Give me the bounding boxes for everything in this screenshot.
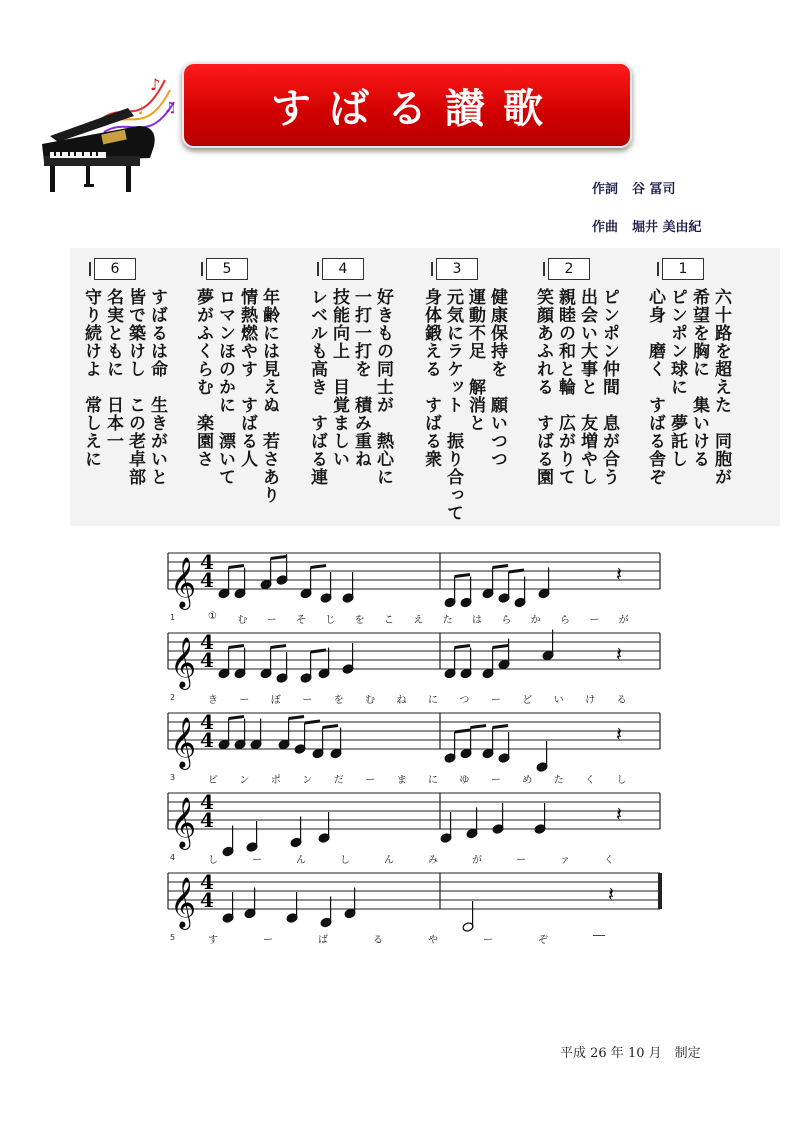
- credit-name: 谷 冨司: [632, 182, 676, 197]
- note: [330, 728, 342, 759]
- verse-line: 名実ともに 日本一: [103, 288, 123, 450]
- note: [246, 821, 258, 852]
- staff-row: [168, 855, 664, 951]
- staff-row-number: 4: [170, 853, 176, 862]
- lyric-syllable: え: [413, 615, 424, 626]
- lyric-syllable: ま: [396, 775, 407, 786]
- lyric-syllable: け: [585, 695, 596, 706]
- page-title: すばる讃歌: [271, 85, 561, 132]
- lyric-syllable: し: [340, 855, 350, 866]
- lyric-syllable: ね: [396, 695, 407, 706]
- note: [460, 648, 472, 679]
- credit-name: 堀井 美由紀: [632, 220, 702, 235]
- credit-role: 作詞: [592, 182, 619, 197]
- verse-line: 六十路を超えた 同胞が: [711, 288, 731, 486]
- time-signature: 4: [200, 630, 214, 654]
- staff-row-number: 5: [170, 933, 176, 942]
- staff-row-number: 3: [170, 773, 176, 782]
- grand-piano-icon: [30, 60, 190, 200]
- lyric-syllable: く: [604, 855, 614, 866]
- note: [286, 892, 298, 923]
- lyric-syllable: そ: [296, 615, 306, 626]
- verse-line: 元気にラケット 振り合って: [443, 288, 463, 522]
- note: [440, 812, 452, 843]
- staff-lines: [168, 535, 664, 615]
- note: [492, 803, 504, 834]
- note: [616, 642, 622, 666]
- lyric-syllable: し: [208, 855, 218, 866]
- lyric-syllable: た: [442, 615, 453, 626]
- note: [344, 888, 356, 919]
- verse-line: 健康保持を 願いつつ: [487, 288, 507, 468]
- note: [608, 882, 614, 906]
- lyric-syllable: ー: [589, 615, 600, 626]
- lyric-syllable: ポ: [270, 775, 281, 786]
- staff-lines: [168, 695, 664, 775]
- enactment-date: 平成 26 年 10 月 制定: [560, 1046, 701, 1061]
- time-signature: 4: [200, 888, 214, 912]
- lyric-syllable: を: [354, 615, 365, 626]
- verse-number: 2: [548, 258, 590, 280]
- note: [498, 732, 510, 763]
- lyric-syllable: ど: [522, 695, 533, 706]
- lyric-syllable: ー: [252, 855, 262, 866]
- verse-line: ピンポン球に 夢託し: [667, 288, 687, 468]
- treble-clef-icon: 𝄞: [170, 717, 197, 768]
- verse-line: 心身 磨く すばる舎ぞ: [645, 288, 665, 486]
- verse-line: 親睦の和と輪 広がりて: [555, 288, 575, 486]
- lyric-syllable: ぞ: [538, 935, 548, 946]
- lyric-syllable: く: [585, 775, 596, 786]
- lyric-syllable: か: [530, 615, 541, 626]
- svg-text:𝄽: 𝄽: [616, 722, 623, 746]
- note: [234, 719, 246, 750]
- time-signature: 4: [200, 710, 214, 734]
- lyric-syllable: め: [522, 775, 533, 786]
- staff-lines: [168, 615, 664, 695]
- lyric-syllable: は: [472, 615, 482, 626]
- lyric-syllable: み: [428, 855, 438, 866]
- note: [260, 557, 286, 590]
- verse-line: 一打一打を 積み重ね: [351, 288, 371, 468]
- verse-number: 4: [322, 258, 364, 280]
- verse-line: 身体鍛える すばる衆: [421, 288, 441, 468]
- note: [616, 722, 622, 746]
- lyric-syllable: じ: [325, 615, 336, 626]
- verse-number: 1: [662, 258, 704, 280]
- lyric-syllable: む: [365, 695, 376, 706]
- svg-text:𝄽: 𝄽: [616, 642, 623, 666]
- lyric-syllable: ピ: [208, 775, 218, 786]
- verse-line: 希望を胸に 集いける: [689, 288, 709, 468]
- treble-clef-icon: 𝄞: [170, 797, 197, 848]
- lyric-syllable: ー: [365, 775, 376, 786]
- verse-line: 出会い大事と 友増やし: [577, 288, 597, 486]
- lyric-syllable: ー: [483, 935, 493, 946]
- time-signature: 4: [200, 648, 214, 672]
- lyric-syllable: ン: [239, 775, 250, 786]
- note: [462, 901, 474, 932]
- lyric-syllable: き: [208, 695, 218, 706]
- note: [300, 650, 326, 683]
- lyric-syllable: る: [373, 935, 383, 946]
- verse-number: 3: [436, 258, 478, 280]
- lyric-syllable: ー: [490, 775, 501, 786]
- time-signature: 4: [200, 550, 214, 574]
- composer-credit: [592, 216, 702, 235]
- staff-row-number: 1: [170, 613, 176, 622]
- lyric-syllable: し: [616, 775, 627, 786]
- note: [466, 808, 478, 839]
- time-signature: 4: [200, 728, 214, 752]
- lyric-syllable: に: [428, 775, 438, 786]
- note: [498, 639, 510, 670]
- lyric-syllable: ー: [302, 695, 313, 706]
- note: [342, 572, 354, 603]
- verse-line: すばるは命 生きがいと: [147, 288, 167, 486]
- verse-line: 年齢には見えぬ 若さあり: [259, 288, 279, 504]
- note: [244, 888, 256, 919]
- lyric-syllable: ら: [560, 615, 570, 626]
- note: [320, 572, 332, 603]
- note: [444, 730, 470, 763]
- lyric-syllable: ん: [384, 855, 394, 866]
- lyric-syllable: ①: [208, 611, 217, 622]
- verse-line: ピンポン仲間 息が合う: [599, 288, 619, 486]
- lyric-syllable: す: [208, 935, 218, 946]
- lyric-syllable: ー: [516, 855, 526, 866]
- time-signature: 4: [200, 568, 214, 592]
- svg-text:♩: ♩: [138, 103, 144, 117]
- lyric-syllable: ン: [302, 775, 313, 786]
- note: [342, 643, 354, 674]
- time-signature: 4: [200, 870, 214, 894]
- verse-line: 運動不足 解消と: [465, 288, 485, 432]
- time-signature: 4: [200, 808, 214, 832]
- lyric-syllable: ァ: [560, 855, 570, 866]
- lyric-syllable: ──: [593, 931, 606, 942]
- verse-number: 6: [94, 258, 136, 280]
- note: [222, 892, 234, 923]
- lyric-syllable: む: [237, 615, 248, 626]
- lyric-syllable: ぼ: [270, 695, 281, 706]
- lyric-syllable: た: [553, 775, 564, 786]
- lyric-syllable: が: [618, 615, 629, 626]
- note: [542, 630, 554, 661]
- treble-clef-icon: 𝄞: [170, 637, 197, 688]
- lyric-syllable: こ: [384, 615, 394, 626]
- note: [534, 803, 546, 834]
- verse-line: 守り続けよ 常しえに: [81, 288, 101, 468]
- lyric-syllable: ん: [296, 855, 306, 866]
- note: [290, 817, 302, 848]
- lyric-syllable: が: [472, 855, 482, 866]
- staff-row-number: 2: [170, 693, 176, 702]
- note: [276, 652, 288, 683]
- staff-lines: [168, 775, 664, 855]
- verse-line: 笑顔あふれる すばる園: [533, 288, 553, 486]
- lyric-syllable: つ: [459, 695, 470, 706]
- note: [460, 577, 472, 608]
- lyricist-credit: [592, 178, 676, 197]
- lyric-syllable: ゆ: [459, 775, 470, 786]
- note: [234, 648, 246, 679]
- verse-line: 皆で築けし この老卓部: [125, 288, 145, 486]
- note: [536, 741, 548, 772]
- verse-line: ロマンほのかに 漂いて: [215, 288, 235, 486]
- note: [250, 719, 262, 750]
- treble-clef-icon: 𝄞: [170, 877, 197, 928]
- note: [234, 568, 246, 599]
- lyric-syllable: ら: [501, 615, 512, 626]
- note: [538, 568, 550, 599]
- lyric-syllable: だ: [333, 775, 344, 786]
- note: [222, 826, 234, 857]
- verse-line: 好きもの同士が 熱心に: [373, 288, 393, 486]
- note: [616, 562, 622, 586]
- treble-clef-icon: 𝄞: [170, 557, 197, 608]
- note: [300, 566, 326, 599]
- verse-line: 情熱燃やす すばる人: [237, 288, 257, 468]
- note: [616, 802, 622, 826]
- verse-line: 夢がふくらむ 楽園さ: [193, 288, 213, 468]
- note: [318, 812, 330, 843]
- lyrics-panel: [70, 248, 780, 526]
- svg-text:𝄽: 𝄽: [616, 562, 623, 586]
- verse-line: レベルも高き すばる連: [307, 288, 327, 486]
- credit-role: 作曲: [592, 220, 619, 235]
- note: [320, 897, 332, 928]
- time-signature: 4: [200, 790, 214, 814]
- verse-number: 5: [206, 258, 248, 280]
- lyric-syllable: る: [616, 695, 627, 706]
- svg-text:♫: ♫: [164, 100, 177, 116]
- lyric-syllable: い: [553, 695, 564, 706]
- lyric-syllable: ー: [490, 695, 501, 706]
- lyric-syllable: を: [333, 695, 344, 706]
- lyric-syllable: ば: [318, 935, 328, 946]
- svg-text:𝄽: 𝄽: [616, 802, 623, 826]
- verse-line: 技能向上 目覚ましい: [329, 288, 349, 468]
- staff-lines: [168, 855, 664, 935]
- lyric-syllable: や: [428, 935, 438, 946]
- lyric-syllable: ー: [266, 615, 277, 626]
- svg-text:𝄽: 𝄽: [608, 882, 615, 906]
- lyric-syllable: に: [428, 695, 438, 706]
- svg-text:♪: ♪: [150, 75, 161, 94]
- lyric-syllable: ー: [239, 695, 250, 706]
- lyric-syllable: ー: [263, 935, 273, 946]
- title-banner: [182, 62, 632, 148]
- note: [514, 577, 526, 608]
